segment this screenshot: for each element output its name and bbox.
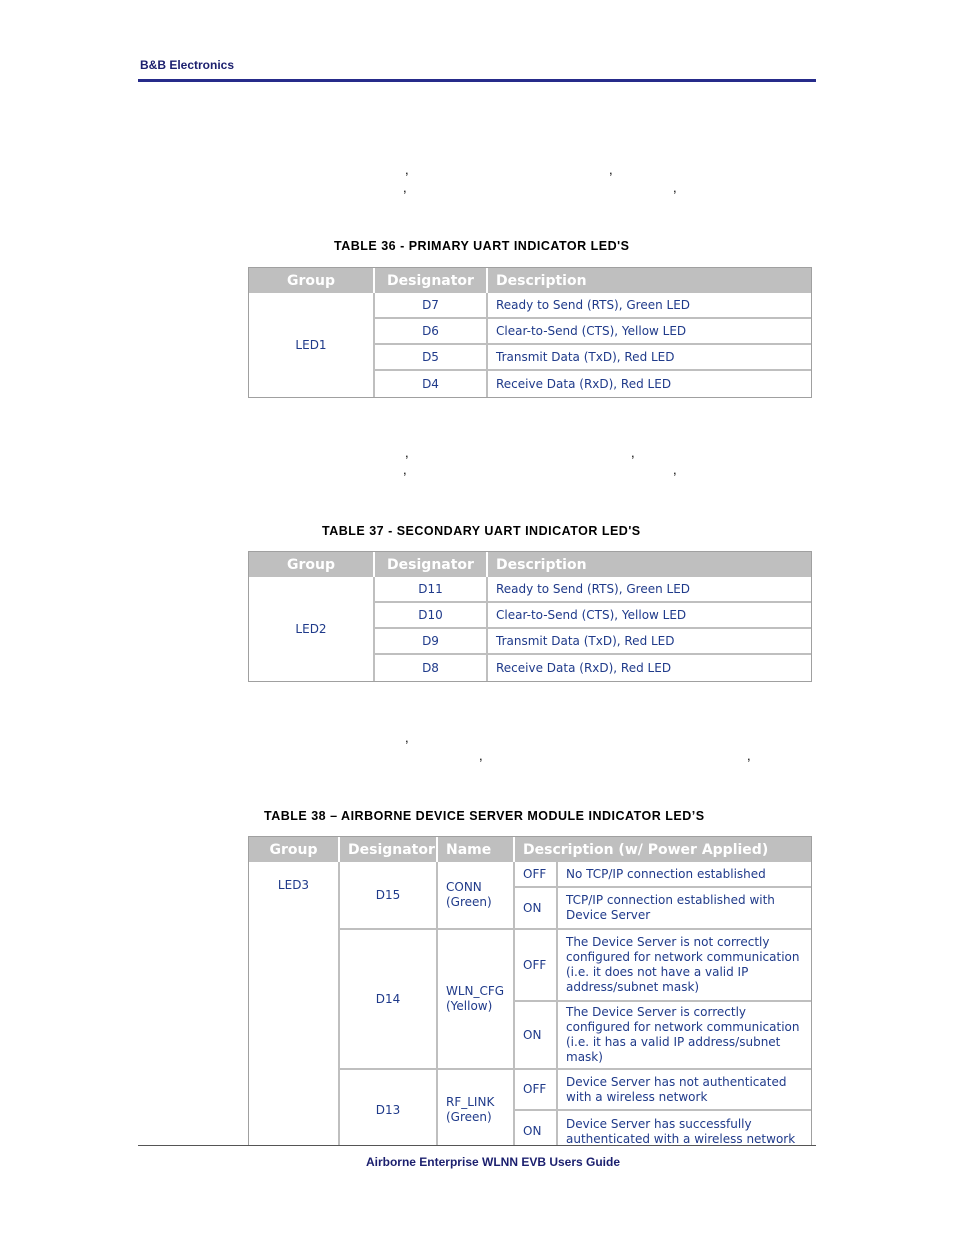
table37-caption: TABLE 37 - SECONDARY UART INDICATOR LED'S xyxy=(322,524,641,538)
column-header: Designator xyxy=(375,552,488,577)
table-row xyxy=(249,577,811,603)
designator-cell: D7 xyxy=(375,293,488,319)
table-row xyxy=(249,293,811,319)
group-cell: LED2 xyxy=(249,577,375,681)
designator-cell: D10 xyxy=(375,603,488,629)
description-cell: Clear-to-Send (CTS), Yellow LED xyxy=(488,603,811,629)
column-header: Description xyxy=(488,268,811,293)
state-cell: OFF xyxy=(515,1070,558,1111)
designator-cell: D8 xyxy=(375,655,488,681)
column-header: Description (w/ Power Applied) xyxy=(515,837,811,862)
running-header: B&B Electronics xyxy=(140,58,235,72)
table38-caption: TABLE 38 – AIRBORNE DEVICE SERVER MODULE INDICATOR LED’S xyxy=(264,809,705,823)
description-cell: Clear-to-Send (CTS), Yellow LED xyxy=(488,319,811,345)
description-cell: Transmit Data (TxD), Red LED xyxy=(488,629,811,655)
table36 xyxy=(248,267,812,398)
text-fragment: , xyxy=(405,730,409,745)
table-header-row xyxy=(249,837,811,862)
description-cell: Transmit Data (TxD), Red LED xyxy=(488,345,811,371)
description-cell: TCP/IP connection established with Device Server xyxy=(558,888,811,930)
designator-cell: D14 xyxy=(340,930,438,1070)
table-header-row xyxy=(249,552,811,577)
description-cell: The Device Server is not correctly configured for network communication (i.e. it does not have a valid IP address/subnet mask) xyxy=(558,930,811,1002)
designator-cell: D15 xyxy=(340,862,438,930)
column-header: Designator xyxy=(375,268,488,293)
description-cell: Device Server has not authenticated with a wireless network xyxy=(558,1070,811,1111)
column-header: Group xyxy=(249,552,375,577)
description-cell: Device Server has successfully authenticated with a wireless network xyxy=(566,1116,796,1145)
description-cell: Receive Data (RxD), Red LED xyxy=(496,660,672,675)
table-header-row xyxy=(249,268,811,293)
column-header: Group xyxy=(249,837,340,862)
text-fragment: , xyxy=(747,748,751,763)
table-row xyxy=(249,862,811,888)
group-cell: LED3 xyxy=(249,862,340,1145)
table38 xyxy=(248,836,812,1145)
state-cell: OFF xyxy=(515,930,558,1002)
description-cell: Ready to Send (RTS), Green LED xyxy=(488,577,811,603)
state-cell: ON xyxy=(515,1111,558,1145)
description-cell: No TCP/IP connection established xyxy=(558,862,811,888)
description-cell: The Device Server is correctly configured for network communication (i.e. it has a valid IP address/subnet mask) xyxy=(558,1002,811,1070)
table37 xyxy=(248,551,812,682)
name-cell: RF_LINK (Green) xyxy=(438,1070,515,1145)
text-fragment: , xyxy=(479,748,483,763)
state-cell: OFF xyxy=(515,862,558,888)
text-fragment: , xyxy=(405,162,409,177)
table36-caption: TABLE 36 - PRIMARY UART INDICATOR LED'S xyxy=(334,239,630,253)
header-rule xyxy=(138,79,816,82)
designator-cell: D13 xyxy=(340,1070,438,1145)
text-fragment: , xyxy=(403,462,407,477)
designator-cell: D9 xyxy=(375,629,488,655)
text-fragment: , xyxy=(673,180,677,195)
name-cell: WLN_CFG (Yellow) xyxy=(438,930,515,1070)
column-header: Designator xyxy=(340,837,438,862)
designator-cell: D11 xyxy=(375,577,488,603)
table38-clip xyxy=(248,836,812,1145)
name-cell: CONN (Green) xyxy=(438,862,515,930)
running-footer: Airborne Enterprise WLNN EVB Users Guide xyxy=(365,1155,621,1169)
column-header: Description xyxy=(488,552,811,577)
text-fragment: , xyxy=(631,445,635,460)
designator-cell: D5 xyxy=(375,345,488,371)
group-cell: LED1 xyxy=(249,293,375,397)
designator-cell: D6 xyxy=(375,319,488,345)
column-header: Name xyxy=(438,837,515,862)
description-cell: Receive Data (RxD), Red LED xyxy=(496,376,672,391)
designator-cell: D4 xyxy=(375,371,488,397)
state-cell: ON xyxy=(515,888,558,930)
footer-rule xyxy=(138,1145,816,1146)
state-cell: ON xyxy=(515,1002,558,1070)
column-header: Group xyxy=(249,268,375,293)
description-cell: Ready to Send (RTS), Green LED xyxy=(488,293,811,319)
text-fragment: , xyxy=(403,180,407,195)
text-fragment: , xyxy=(405,445,409,460)
text-fragment: , xyxy=(673,462,677,477)
text-fragment: , xyxy=(609,162,613,177)
